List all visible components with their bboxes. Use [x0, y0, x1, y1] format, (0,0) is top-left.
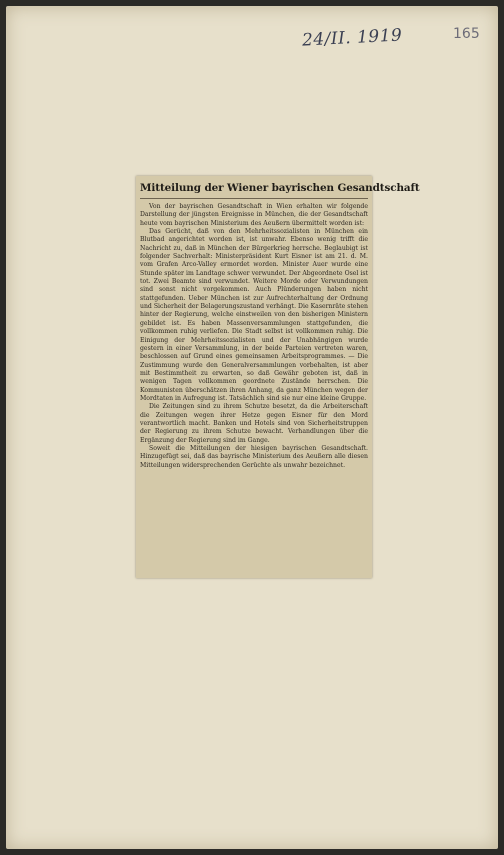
clipping-body — [140, 203, 368, 470]
handwritten-date: 24/II. 1919 — [301, 25, 403, 51]
archive-page — [6, 6, 498, 849]
clipping-paragraph: Von der bayrischen Gesandtschaft in Wien erhalten wir folgende Darstellung der jüngsten Ereignisse in München, die der Gesandtschaft heute vom bayrischen Ministerium des Aeußern übermittelt worden ist: — [140, 203, 368, 227]
clipping-paragraph: Das Gerücht, daß von den Mehrheitssozialisten in München ein Blutbad angerichtet worden ist, ist unwahr. Ebenso wenig trifft die Nachricht zu, daß in München der Bürgerkrieg herrsche. Beglaubigt ist folgender Sachverhalt: Ministerpräsident Kurt Eisner ist am 21. d. M. vom Grafen Arco-Valley ermordet worden. Minister Auer wurde eine Stunde später im Landtage schwer verwundet. Der Abgeordnete Osel ist tot. Zwei Beamte sind verwundet. Weitere Morde oder Verwundungen sind sonst nicht vorgekommen. Auch Plünderungen haben nicht stattgefunden. Ueber München ist zur Aufrechterhaltung der Ordnung und Sicherheit der Belagerungszustand verhängt. Die Kasernräte stehen hinter der Regierung, welche einstweilen von den bisherigen Ministern gebildet ist. Es haben Massenversammlungen stattgefunden, die vollkommen ruhig verliefen. Die Stadt selbst ist vollkommen ruhig. Die Einigung der Mehrheitssozialisten und der Unabhängigen wurde gestern in einer Versammlung, in der beide Parteien vertreten waren, beschlossen auf Grund eines gemeinsamen Arbeitsprogrammes. — Die Zustimmung wurde den Generalversammlungen vorbehalten, ist aber mit Bestimmtheit zu erwarten, so daß Gewähr geboten ist, daß in wenigen Tagen vollkommen geordnete Zustände herrschen. Die Kommunisten überschätzen ihren Anhang, da ganz München wegen der Mordtaten in Aufregung ist. Tatsächlich sind sie nur eine kleine Gruppe. — [140, 228, 368, 402]
newspaper-clipping — [136, 176, 420, 578]
clipping-headline: Mitteilung der Wiener bayrischen Gesandtschaft — [140, 182, 368, 199]
page-number: 165 — [453, 26, 480, 42]
clipping-paragraph: Die Zeitungen sind zu ihrem Schutze besetzt, da die Arbeiterschaft die Zeitungen wegen ihrer Hetze gegen Eisner für den Mord verantwortlich macht. Banken und Hotels sind von Sicherheitstruppen der Regierung zu ihrem Schutze bewacht. Verhandlungen über die Ergänzung der Regierung sind im Gange. — [140, 403, 368, 444]
clipping-paragraph: Soweit die Mitteilungen der hiesigen bayrischen Gesandtschaft. Hinzugefügt sei, daß das bayrische Ministerium des Aeußern alle diesen Mitteilungen widersprechenden Gerüchte als unwahr bezeichnet. — [140, 444, 368, 469]
